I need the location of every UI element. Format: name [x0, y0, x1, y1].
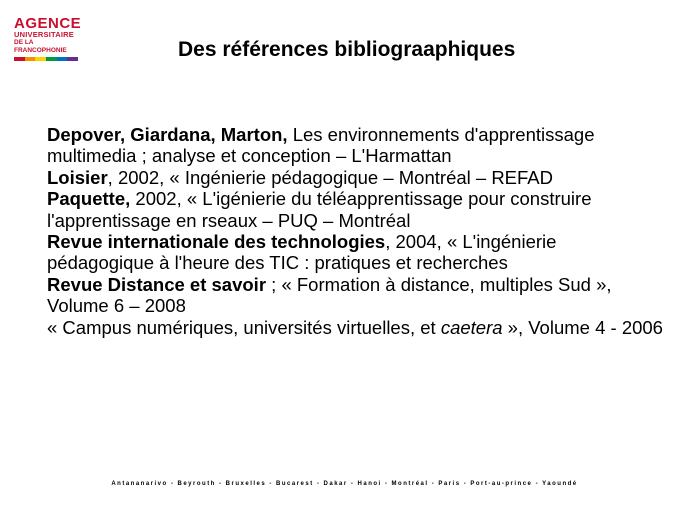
reference-item: [47, 167, 667, 188]
logo-color-stripe: [14, 57, 78, 61]
reference-author: Revue internationale des technologies: [47, 231, 386, 253]
reference-author: Loisier: [47, 166, 108, 188]
reference-text: , 2004, « L'ingénierie pédagogique à l'heure des TIC : pratiques et recherches: [47, 231, 557, 274]
reference-italic: caetera: [440, 316, 503, 338]
reference-authors: Depover, Giardana, Marton,: [47, 124, 288, 145]
reference-item: [47, 274, 667, 317]
logo-line-universitaire: UNIVERSITAIRE: [14, 30, 74, 39]
reference-item: [47, 317, 667, 338]
reference-text: ; « Formation à distance, multiples Sud », Volume 6 – 2008: [47, 273, 612, 317]
logo-line-francophonie: DE LA FRANCOPHONIE: [14, 39, 67, 54]
reference-text: , 2002, « Ingénierie pédagogique – Montréal – REFAD: [107, 166, 553, 188]
auf-logo: [14, 16, 84, 62]
reference-text: 2002, « L'igénierie du téléapprentissage pour construire l'apprentissage en rseaux – PUQ – Montréal: [47, 188, 592, 231]
reference-author: Revue Distance et savoir: [47, 273, 267, 295]
reference-text: », Volume 4 - 2006: [502, 316, 663, 338]
reference-item: [47, 231, 667, 274]
reference-author: Paquette,: [47, 188, 131, 210]
logo-line-agence: AGENCE: [14, 15, 82, 32]
reference-item: [47, 124, 667, 167]
reference-text: « Campus numériques, universités virtuelles, et: [47, 316, 441, 338]
footer-cities: Antananarivo - Beyrouth - Bruxelles - Bucarest - Dakar - Hanoi - Montréal - Paris - Port-au-prince - Yaoundé: [111, 481, 578, 487]
slide-title: Des références bibliograaphiques: [178, 38, 516, 61]
reference-text: Les environnements d'apprentissage multimedia ; analyse et conception – L'Harmattan: [47, 124, 595, 167]
reference-item: [47, 188, 667, 231]
reference-list: [47, 124, 667, 338]
